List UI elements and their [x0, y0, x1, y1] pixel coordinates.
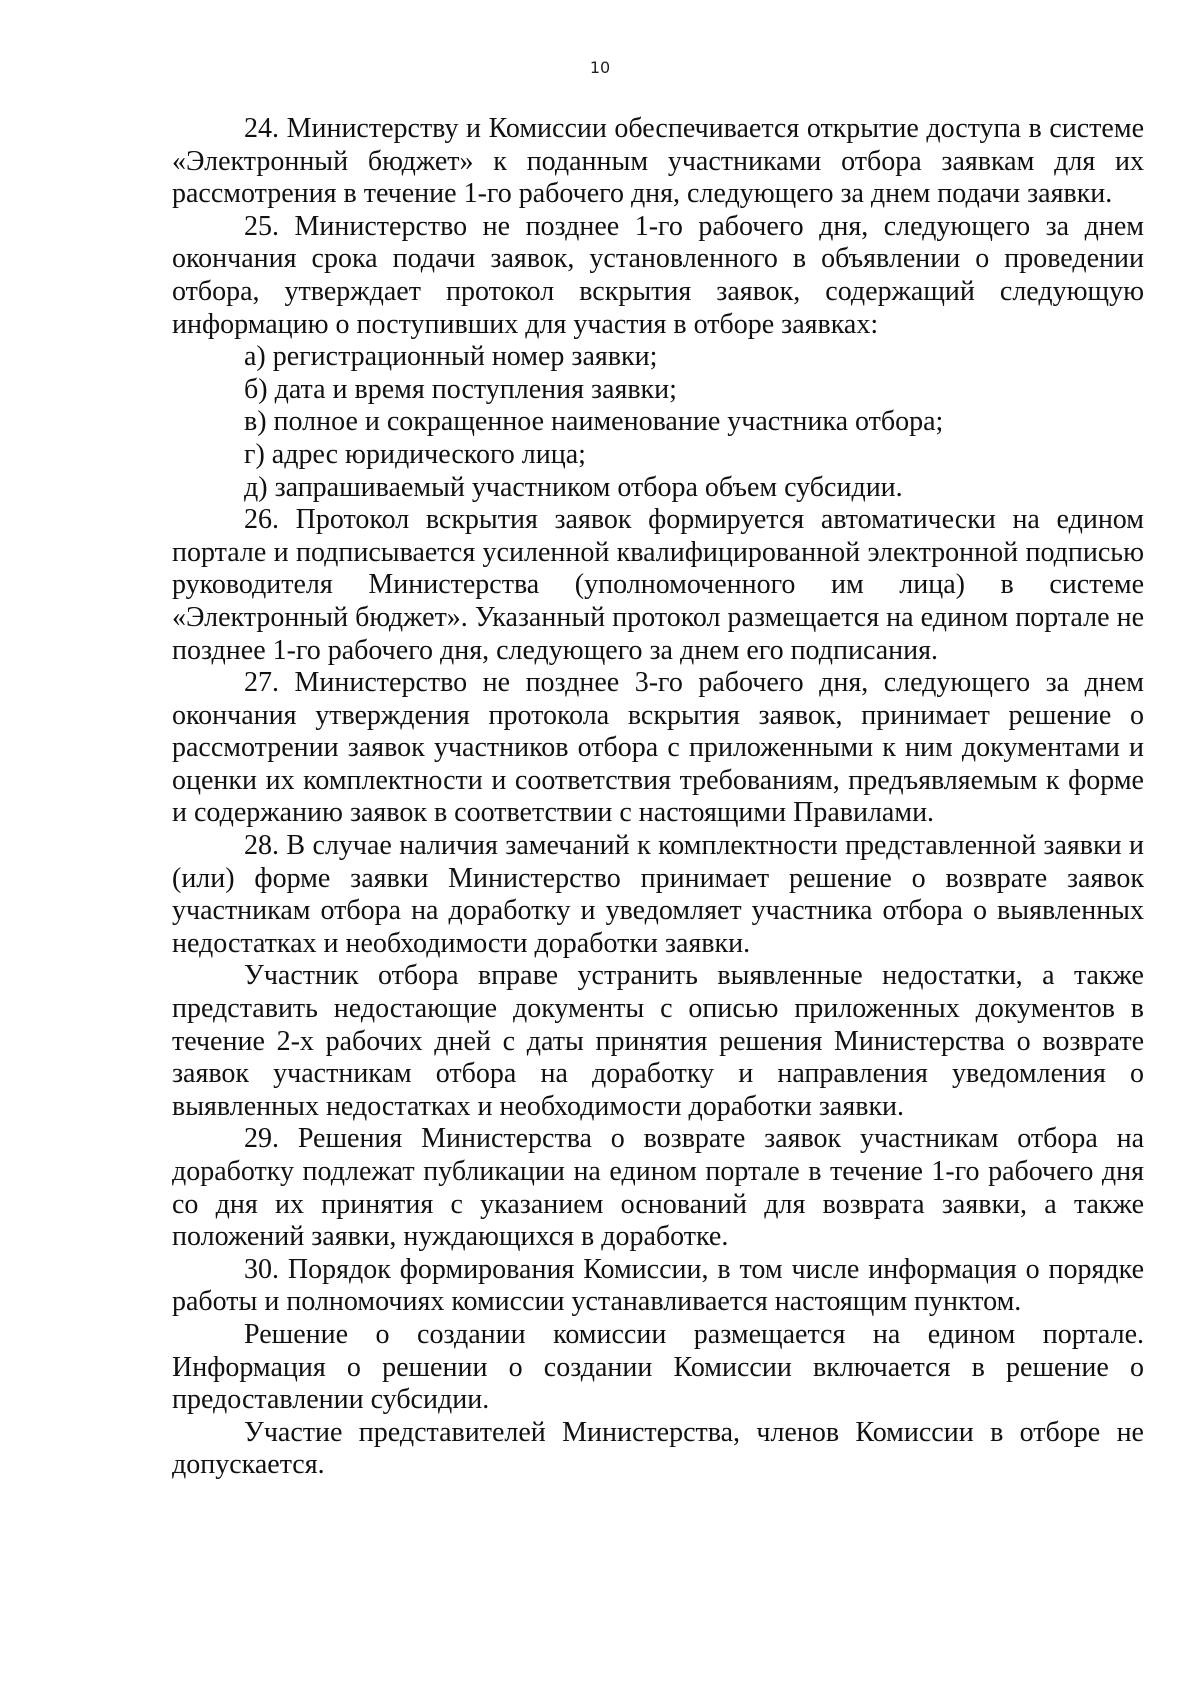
list-item-v: в) полное и сокращенное наименование участника отбора;: [244, 406, 944, 438]
list-item-a: а) регистрационный номер заявки;: [244, 341, 658, 373]
paragraph-30-participation: Участие представителей Министерства, членов Комиссии в отборе не допускается.: [172, 1416, 1144, 1481]
document-body: [172, 113, 1144, 1482]
paragraph-26: 26. Протокол вскрытия заявок формируется автоматически на едином портале и подписывается усиленной квалифицированной электронной подписью руководителя Министерства (уполномоченного им лица) в системе «Электронный бюджет». Указанный протокол размещается на едином портале не позднее 1-го рабочего дня, следующего за днем его подписания.: [172, 504, 1144, 666]
list-item-b: б) дата и время поступления заявки;: [244, 373, 677, 405]
list-item-g: г) адрес юридического лица;: [244, 438, 586, 470]
paragraph-28: 28. В случае наличия замечаний к комплектности представленной заявки и (или) форме заявки Министерство принимает решение о возврате заявок участникам отбора на доработку и уведомляет участника отбора о выявленных недостатках и необходимости доработки заявки.: [172, 830, 1144, 959]
paragraph-28-continued: Участник отбора вправе устранить выявленные недостатки, а также представить недостающие документы с описью приложенных документов в течение 2-х рабочих дней с даты принятия решения Министерства о возврате заявок участникам отбора на доработку и направления уведомления о выявленных недостатках и необходимости доработки заявки.: [172, 960, 1144, 1122]
paragraph-30: 30. Порядок формирования Комиссии, в том числе информация о порядке работы и полномочиях комиссии устанавливается настоящим пунктом.: [172, 1253, 1144, 1318]
paragraph-27: 27. Министерство не позднее 3-го рабочего дня, следующего за днем окончания утверждения протокола вскрытия заявок, принимает решение о рассмотрении заявок участников отбора с приложенными к ним документами и оценки их комплектности и соответствия требованиям, предъявляемым к форме и содержанию заявок в соответствии с настоящими Правилами.: [172, 667, 1144, 829]
paragraph-24: 24. Министерству и Комиссии обеспечивается открытие доступа в системе «Электронный бюджет» к поданным участниками отбора заявкам для их рассмотрения в течение 1-го рабочего дня, следующего за днем подачи заявки.: [172, 113, 1144, 210]
page-number: 10: [589, 58, 611, 77]
paragraph-25: 25. Министерство не позднее 1-го рабочего дня, следующего за днем окончания срока подачи заявок, установленного в объявлении о проведении отбора, утверждает протокол вскрытия заявок, содержащий следующую информацию о поступивших для участия в отборе заявках:: [172, 210, 1144, 340]
paragraph-29: 29. Решения Министерства о возврате заявок участникам отбора на доработку подлежат публикации на едином портале в течение 1-го рабочего дня со дня их принятия с указанием оснований для возврата заявки, а также положений заявки, нуждающихся в доработке.: [172, 1123, 1144, 1253]
paragraph-30-decision: Решение о создании комиссии размещается на едином портале. Информация о решении о создании Комиссии включается в решение о предоставлении субсидии.: [172, 1318, 1144, 1416]
list-item-d: д) запрашиваемый участником отбора объем субсидии.: [244, 471, 903, 503]
